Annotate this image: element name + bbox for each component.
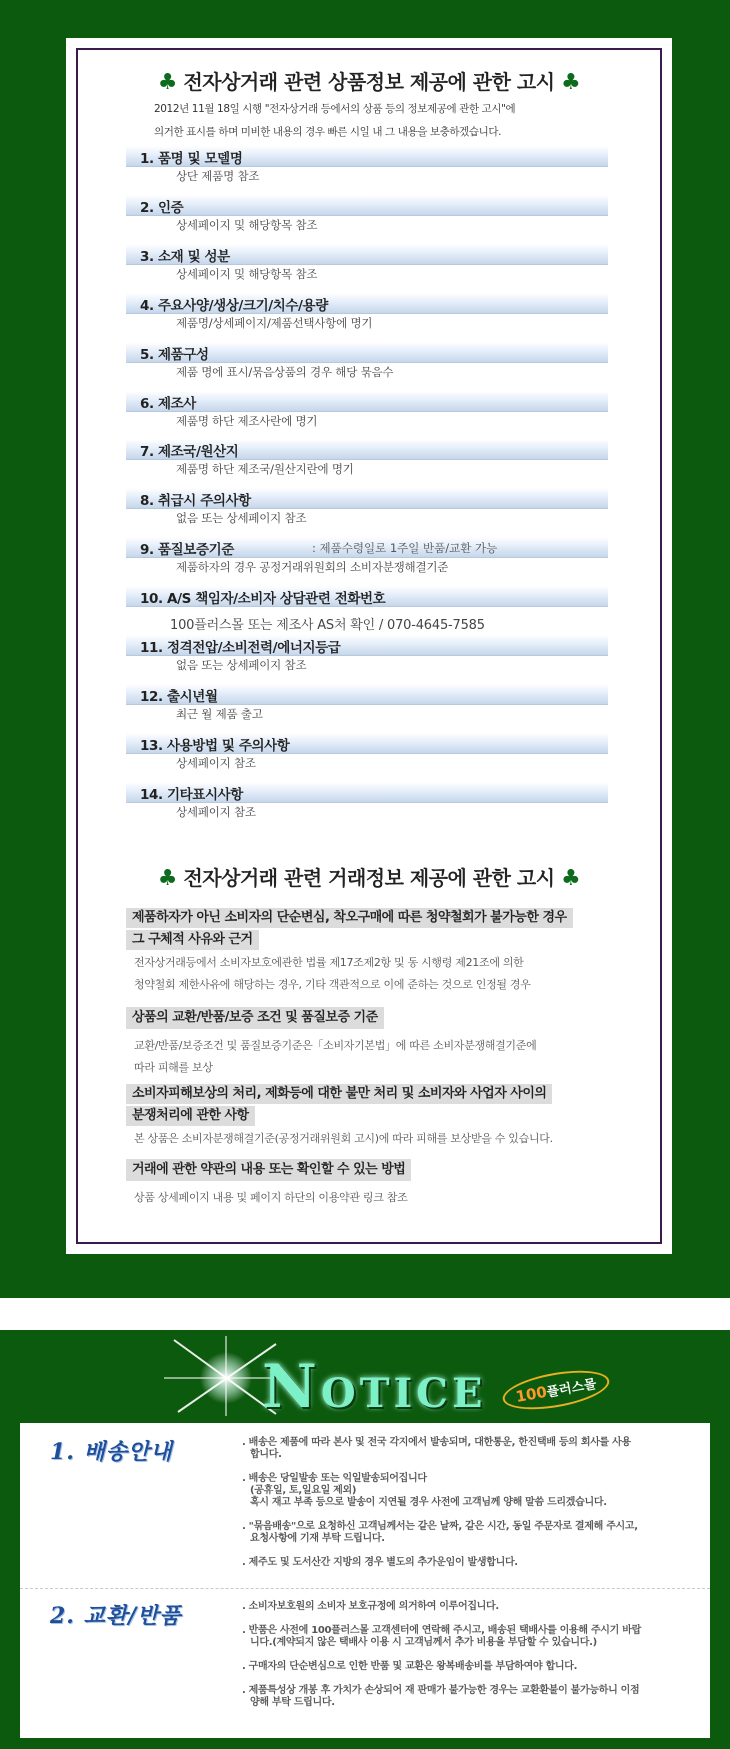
item-title: 2. 인증 xyxy=(140,199,184,216)
trade-section-4 xyxy=(126,1158,411,1209)
info-item xyxy=(126,635,676,683)
item-line: . 반품은 사전에 100플러스몰 고객센터에 연락해 주시고, 배송된 택배사를 이용해 주시기 바랍 xyxy=(242,1625,641,1636)
info-item xyxy=(126,342,676,390)
panel-divider xyxy=(20,1588,710,1590)
item-line: 혹시 재고 부족 등으로 발송이 지연될 경우 사전에 고객님께 양해 말씀 드리겠습니다. xyxy=(250,1497,607,1508)
section-title: 상품의 교환/반품/보증 조건 및 품질보증 기준 xyxy=(126,1007,384,1029)
shipping-list xyxy=(242,1437,692,1581)
shipping-notice-area xyxy=(0,1330,730,1749)
notice-paper xyxy=(66,38,672,1254)
intro-line: 의거한 표시를 하며 미비한 내용의 경우 빠른 시일 내 그 내용을 보충하겠습니다. xyxy=(154,126,502,138)
notice-rest: OTICE xyxy=(320,1370,487,1417)
section-title: 그 구체적 사유와 근거 xyxy=(126,930,259,950)
item-line: . 배송은 제품에 따라 본사 및 전국 각지에서 발송되며, 대한통운, 한진택배 등의 회사를 사용 xyxy=(242,1437,631,1448)
item-line: . 배송은 당일발송 또는 익일발송되어집니다 xyxy=(242,1473,427,1484)
store-badge xyxy=(500,1364,612,1416)
item-desc: 상세페이지 및 해당항목 참조 xyxy=(176,266,318,281)
section-body: 상품 상세페이지 내용 및 페이지 하단의 이용약관 링크 참조 xyxy=(134,1191,408,1204)
item-bar xyxy=(126,195,608,216)
item-line: . 제주도 및 도서산간 지방의 경우 별도의 추가운임이 발생합니다. xyxy=(242,1557,518,1568)
shipping-item xyxy=(242,1521,692,1545)
item-desc: 상세페이지 참조 xyxy=(176,755,256,770)
item-title: 11. 정격전압/소비전력/에너지등급 xyxy=(140,640,341,656)
info-item xyxy=(126,146,676,194)
item-desc: 제품명 하단 제조국/원산지란에 명기 xyxy=(176,462,354,477)
info-item xyxy=(126,782,676,830)
info-item xyxy=(126,537,676,585)
item-title: 4. 주요사양/생상/크기/치수/용량 xyxy=(140,297,328,314)
item-desc: 상단 제품명 참조 xyxy=(176,169,260,183)
item-desc: 제품명/상세페이지/제품선택사항에 명기 xyxy=(176,315,373,330)
info-item xyxy=(126,439,676,487)
item-line: . 소비자보호원의 소비자 보호규정에 의거하여 이루어집니다. xyxy=(242,1601,499,1612)
product-info-heading xyxy=(66,66,672,95)
trade-section-1 xyxy=(126,906,573,996)
notice-title xyxy=(262,1352,487,1422)
item-desc: 100플러스몰 또는 제조사 AS처 확인 / 070-4645-7585 xyxy=(170,618,485,634)
item-desc: 상세페이지 참조 xyxy=(176,804,256,819)
badge-number: 100 xyxy=(514,1382,549,1406)
item-title: 13. 사용방법 및 주의사항 xyxy=(140,737,290,754)
item-line: 양해 부탁 드립니다. xyxy=(250,1697,335,1708)
item-line: 합니다. xyxy=(250,1449,282,1460)
section-divider xyxy=(0,1298,730,1330)
returns-item xyxy=(242,1661,692,1673)
item-desc: 최근 월 제품 출고 xyxy=(176,706,263,721)
section-title: 소비자피해보상의 처리, 제화등에 대한 불만 처리 및 소비자와 사업자 사이의 xyxy=(126,1084,552,1104)
item-title: 5. 제품구성 xyxy=(140,346,209,363)
shipping-title: 1. 배송안내 xyxy=(50,1439,173,1465)
club-icon: ♣ xyxy=(157,866,177,891)
item-desc: 없음 또는 상세페이지 참조 xyxy=(176,511,307,526)
info-item xyxy=(126,244,676,292)
returns-item xyxy=(242,1601,692,1613)
info-item xyxy=(126,684,676,732)
returns-title: 2. 교환/반품 xyxy=(50,1603,182,1629)
section-body: 교환/반품/보증조건 및 품질보증기준은「소비자기본법」에 따른 소비자분쟁해결기준에 xyxy=(134,1039,537,1052)
item-desc: 제품하자의 경우 공정거래위원회의 소비자분쟁해결기준 xyxy=(176,560,449,575)
trade-info-heading xyxy=(66,862,672,891)
info-item xyxy=(126,586,676,634)
intro-text xyxy=(154,98,515,144)
item-title: 6. 제조사 xyxy=(140,395,196,412)
product-info-title: 전자상거래 관련 상품정보 제공에 관한 고시 xyxy=(183,70,555,94)
section-body: 청약철회 제한사유에 해당하는 경우, 기타 객관적으로 이에 준하는 것으로 인정될 경우 xyxy=(134,978,531,991)
trade-info-title: 전자상거래 관련 거래정보 제공에 관한 고시 xyxy=(183,866,555,890)
notice-banner xyxy=(0,1330,730,1423)
returns-item xyxy=(242,1625,692,1649)
shipping-panel xyxy=(20,1423,710,1738)
section-body: 본 상품은 소비자분쟁해결기준(공정거래위원회 고시)에 따라 피해를 보상받을 수 있습니다. xyxy=(134,1132,553,1145)
info-item xyxy=(126,391,676,439)
section-body: 전자상거래등에서 소비자보호에관한 법률 제17조제2항 및 동 시행령 제21조에 의한 xyxy=(134,956,524,969)
section-title: 거래에 관한 약관의 내용 또는 확인할 수 있는 방법 xyxy=(126,1159,411,1181)
intro-line: 2012년 11월 18일 시행 "전자상거래 등에서의 상품 등의 정보제공에 관한 고시"에 xyxy=(154,103,516,115)
shipping-item xyxy=(242,1473,692,1509)
badge-text: 플러스몰 xyxy=(545,1377,598,1401)
item-line: 요청사항에 기재 부탁 드립니다. xyxy=(250,1533,385,1544)
item-title: 12. 출시년월 xyxy=(140,688,218,705)
info-item xyxy=(126,195,676,243)
shipping-item xyxy=(242,1557,692,1569)
info-item xyxy=(126,488,676,536)
item-title: 1. 품명 및 모델명 xyxy=(140,151,243,167)
item-note: : 제품수령일로 1주일 반품/교환 가능 xyxy=(312,541,498,556)
item-title: 14. 기타표시사항 xyxy=(140,786,243,803)
item-desc: 없음 또는 상세페이지 참조 xyxy=(176,658,307,672)
shipping-item xyxy=(242,1437,692,1461)
item-line: 니다.(계약되지 않은 택배사 이용 시 고객님께서 추가 비용을 부담할 수 있습니다.) xyxy=(250,1637,597,1648)
item-title: 7. 제조국/원산지 xyxy=(140,444,239,461)
item-desc: 제품 명에 표시/묶음상품의 경우 해당 묶음수 xyxy=(176,364,394,379)
club-icon: ♣ xyxy=(561,70,581,95)
returns-item xyxy=(242,1685,692,1709)
trade-section-2 xyxy=(126,1006,536,1079)
info-item xyxy=(126,293,676,341)
item-line: (공휴일, 토,일요일 제외) xyxy=(250,1485,357,1496)
info-item xyxy=(126,733,676,781)
returns-list xyxy=(242,1601,692,1721)
item-line: . 제품특성상 개봉 후 가치가 손상되어 재 판매가 불가능한 경우는 교환환불이 불가능하니 이점 xyxy=(242,1685,640,1696)
club-icon: ♣ xyxy=(561,866,581,891)
item-line: . 구매자의 단순변심으로 인한 반품 및 교환은 왕복배송비를 부담하여야 합니다. xyxy=(242,1661,578,1672)
item-title: 8. 취급시 주의사항 xyxy=(140,493,251,510)
notice-first-letter: N xyxy=(262,1352,321,1422)
item-title: 9. 품질보증기준 xyxy=(140,542,234,559)
section-title: 제품하자가 아닌 소비자의 단순변심, 착오구매에 따른 청약철회가 불가능한 경우 xyxy=(126,908,573,928)
item-desc: 상세페이지 및 해당항목 참조 xyxy=(176,217,318,232)
club-icon: ♣ xyxy=(157,70,177,95)
item-desc: 제품명 하단 제조사란에 명기 xyxy=(176,413,318,428)
section-body: 따라 피해를 보상 xyxy=(134,1061,213,1074)
item-title: 3. 소재 및 성분 xyxy=(140,248,230,265)
section-title: 분쟁처리에 관한 사항 xyxy=(126,1106,255,1126)
item-line: . "묶음배송"으로 요청하신 고객님께서는 같은 날짜, 같은 시간, 동일 주문자로 결제해 주시고, xyxy=(242,1521,638,1532)
trade-section-3 xyxy=(126,1082,553,1150)
item-bar xyxy=(126,391,608,412)
item-title: 10. A/S 책임자/소비자 상담관련 전화번호 xyxy=(140,591,386,608)
